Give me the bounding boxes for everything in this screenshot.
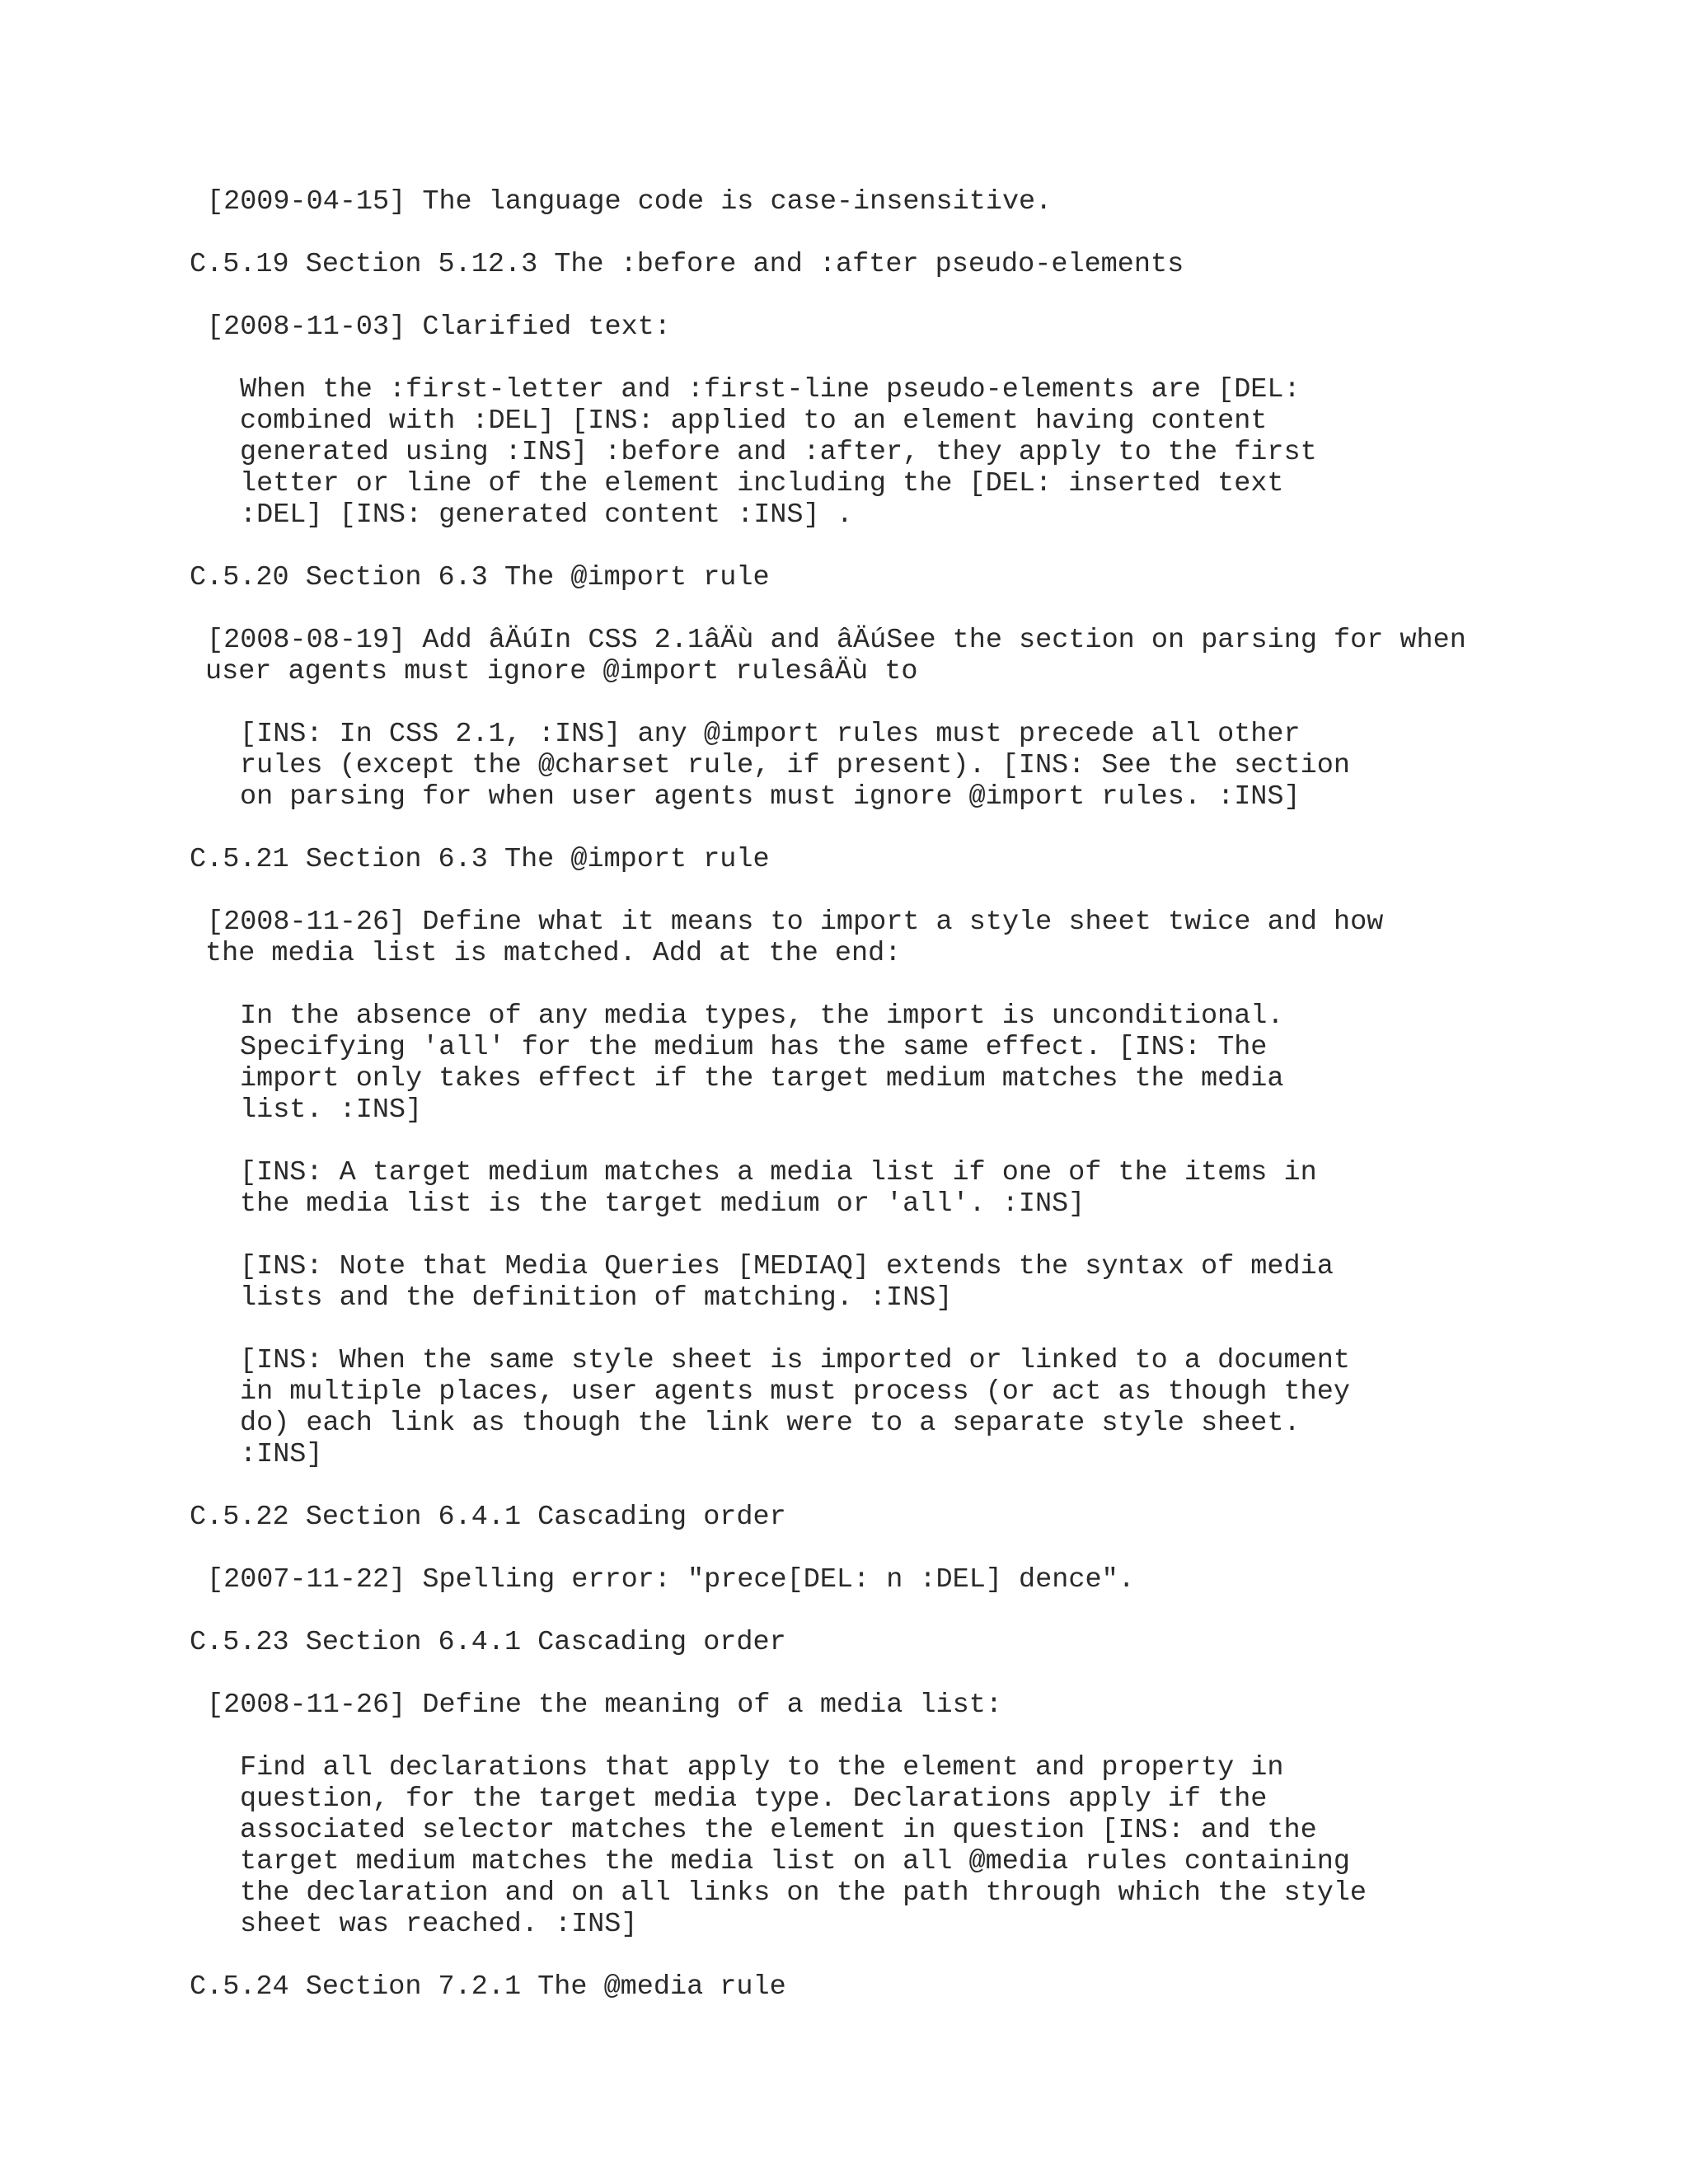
quoted-text-line: import only takes effect if the target medium matches the media (240, 1063, 1284, 1094)
quoted-text-line: [INS: When the same style sheet is imported or linked to a document (240, 1345, 1350, 1376)
quoted-text-line: generated using :INS] :before and :after, they apply to the first (240, 437, 1317, 468)
quoted-text-line: Find all declarations that apply to the element and property in (240, 1752, 1284, 1783)
quoted-text-line: [INS: A target medium matches a media list if one of the items in (240, 1157, 1317, 1188)
quoted-text-line: the declaration and on all links on the path through which the style (240, 1877, 1367, 1909)
section-heading: C.5.19 Section 5.12.3 The :before and :after pseudo-elements (190, 249, 1184, 280)
quoted-text-line: letter or line of the element including the [DEL: inserted text (240, 468, 1284, 499)
quoted-text-line: rules (except the @charset rule, if present). [INS: See the section (240, 750, 1350, 781)
quoted-text-line: on parsing for when user agents must ignore @import rules. :INS] (240, 781, 1301, 813)
quoted-text-line: sheet was reached. :INS] (240, 1909, 638, 1940)
change-entry: [2007-11-22] Spelling error: "prece[DEL: n :DEL] dence". (207, 1564, 1135, 1596)
quoted-text-line: target medium matches the media list on all @media rules containing (240, 1846, 1350, 1877)
quoted-text-line: [INS: Note that Media Queries [MEDIAQ] extends the syntax of media (240, 1251, 1334, 1282)
change-entry: [2008-11-26] Define what it means to import a style sheet twice and how (207, 907, 1384, 938)
quoted-text-line: list. :INS] (240, 1094, 423, 1126)
quoted-text-line: lists and the definition of matching. :INS] (240, 1282, 953, 1314)
section-heading: C.5.20 Section 6.3 The @import rule (190, 562, 770, 593)
change-entry: [2008-08-19] Add âÄúIn CSS 2.1âÄù and âÄúSee the section on parsing for when (207, 625, 1466, 656)
section-heading: C.5.22 Section 6.4.1 Cascading order (190, 1502, 786, 1533)
quoted-text-line: the media list is the target medium or 'all'. :INS] (240, 1188, 1085, 1220)
quoted-text-line: combined with :DEL] [INS: applied to an element having content (240, 405, 1268, 437)
change-entry: the media list is matched. Add at the end: (205, 938, 902, 969)
quoted-text-line: question, for the target media type. Declarations apply if the (240, 1783, 1268, 1815)
quoted-text-line: When the :first-letter and :first-line pseudo-elements are [DEL: (240, 374, 1301, 405)
change-entry: [2008-11-03] Clarified text: (207, 312, 671, 343)
quoted-text-line: do) each link as though the link were to a separate style sheet. (240, 1408, 1301, 1439)
quoted-text-line: In the absence of any media types, the import is unconditional. (240, 1001, 1284, 1032)
change-entry: [2009-04-15] The language code is case-insensitive. (207, 186, 1053, 218)
quoted-text-line: Specifying 'all' for the medium has the same effect. [INS: The (240, 1032, 1268, 1063)
quoted-text-line: :INS] (240, 1439, 323, 1470)
section-heading: C.5.24 Section 7.2.1 The @media rule (190, 1971, 786, 2003)
quoted-text-line: in multiple places, user agents must process (or act as though they (240, 1376, 1350, 1408)
change-entry: [2008-11-26] Define the meaning of a media list: (207, 1690, 1002, 1721)
change-entry: user agents must ignore @import rulesâÄù to (205, 656, 918, 687)
quoted-text-line: associated selector matches the element in question [INS: and the (240, 1815, 1317, 1846)
section-heading: C.5.21 Section 6.3 The @import rule (190, 844, 770, 875)
quoted-text-line: :DEL] [INS: generated content :INS] . (240, 499, 853, 531)
quoted-text-line: [INS: In CSS 2.1, :INS] any @import rules must precede all other (240, 719, 1301, 750)
section-heading: C.5.23 Section 6.4.1 Cascading order (190, 1627, 786, 1658)
